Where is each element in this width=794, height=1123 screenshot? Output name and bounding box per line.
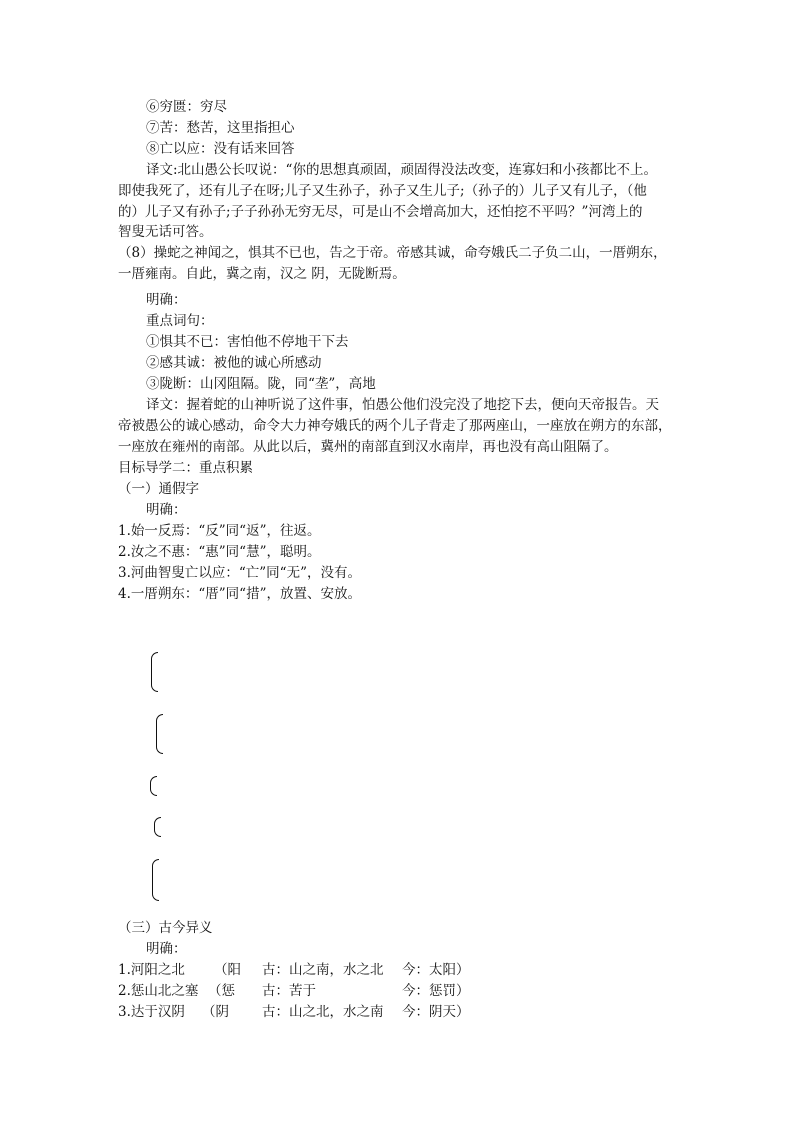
tongjiazi-item-4: 4.一厝朔东：“厝”同“措”，放置、安放。 bbox=[118, 586, 361, 602]
note-6: ⑥穷匮：穷尽 bbox=[146, 99, 227, 115]
para8-line1: （8）操蛇之神闻之，惧其不已也，告之于帝。帝感其诚，命夸娥氏二子负二山，一厝朔东， bbox=[118, 245, 667, 261]
gujin-modern: 今：惩罚） bbox=[402, 983, 470, 999]
gujin-char: （阳 bbox=[214, 962, 241, 978]
translation1-line1: 译文:北山愚公长叹说：“你的思想真顽固，顽固得没法改变，连寡妇和小孩都比不上。 bbox=[146, 162, 657, 178]
translation2-line2: 帝被愚公的诚心感动，命令大力神夸娥氏的两个儿子背走了那两座山，一座放在朔方的东部， bbox=[118, 418, 672, 434]
brace bbox=[150, 776, 157, 796]
key-words-title: 重点词句： bbox=[146, 313, 214, 329]
gujin-ancient: 古：苦于 bbox=[262, 983, 316, 999]
gujin-word: 3.达于汉阴 bbox=[118, 1004, 185, 1020]
tongjiazi-item-2: 2.汝之不惠：“惠”同“慧”，聪明。 bbox=[118, 544, 321, 560]
translation1-line2: 即使我死了，还有儿子在呀;儿子又生孙子，孙子又生儿子;（孙子的）儿子又有儿子，（他 bbox=[118, 183, 647, 199]
note-8: ⑧亡以应：没有话来回答 bbox=[146, 141, 295, 157]
gujin-word: 1.河阳之北 bbox=[118, 962, 185, 978]
tongjiazi-title: （一）通假字 bbox=[118, 481, 199, 497]
translation2-line1: 译文：握着蛇的山神听说了这件事，怕愚公他们没完没了地挖下去，便向天帝报告。天 bbox=[146, 397, 659, 413]
key-word-1: ①惧其不已：害怕他不停地干下去 bbox=[146, 334, 349, 350]
para8-line2: 一厝雍南。自此，冀之南，汉之 阴，无陇断焉。 bbox=[118, 266, 406, 282]
translation1-line3: 的）儿子又有孙子;子子孙孙无穷无尽，可是山不会增高加大，还怕挖不平吗？”河湾上的 bbox=[118, 204, 643, 220]
gujin-word: 2.惩山北之塞 bbox=[118, 983, 199, 999]
gujin-char: （阴 bbox=[202, 1004, 229, 1020]
tongjiazi-item-1: 1.始一反焉：“反”同“返”，往返。 bbox=[118, 523, 321, 539]
note-7: ⑦苦：愁苦，这里指担心 bbox=[146, 120, 295, 136]
gujin-modern: 今：阴天） bbox=[402, 1004, 470, 1020]
section-title: 目标导学二：重点积累 bbox=[118, 460, 253, 476]
gujin-modern: 今：太阳） bbox=[402, 962, 470, 978]
brace bbox=[151, 652, 158, 692]
mingque-label: 明确： bbox=[146, 292, 187, 308]
gujin-char: （惩 bbox=[208, 983, 235, 999]
gujinyiyi-mingque: 明确： bbox=[146, 941, 187, 957]
brace bbox=[154, 817, 161, 837]
translation2-line3: 一座放在雍州的南部。从此以后，冀州的南部直到汉水南岸，再也没有高山阻隔了。 bbox=[118, 439, 618, 455]
translation1-line4: 智叟无话可答。 bbox=[118, 224, 213, 240]
brace bbox=[152, 859, 159, 901]
tongjiazi-mingque: 明确： bbox=[146, 502, 187, 518]
gujin-ancient: 古：山之南，水之北 bbox=[262, 962, 384, 978]
gujinyiyi-title: （三）古今异义 bbox=[118, 920, 213, 936]
brace bbox=[156, 714, 163, 754]
key-word-2: ②感其诚：被他的诚心所感动 bbox=[146, 355, 322, 371]
gujin-ancient: 古：山之北，水之南 bbox=[262, 1004, 384, 1020]
tongjiazi-item-3: 3.河曲智叟亡以应：“亡”同“无”，没有。 bbox=[118, 565, 361, 581]
key-word-3: ③陇断：山冈阻隔。陇，同“垄”，高地 bbox=[146, 376, 376, 392]
